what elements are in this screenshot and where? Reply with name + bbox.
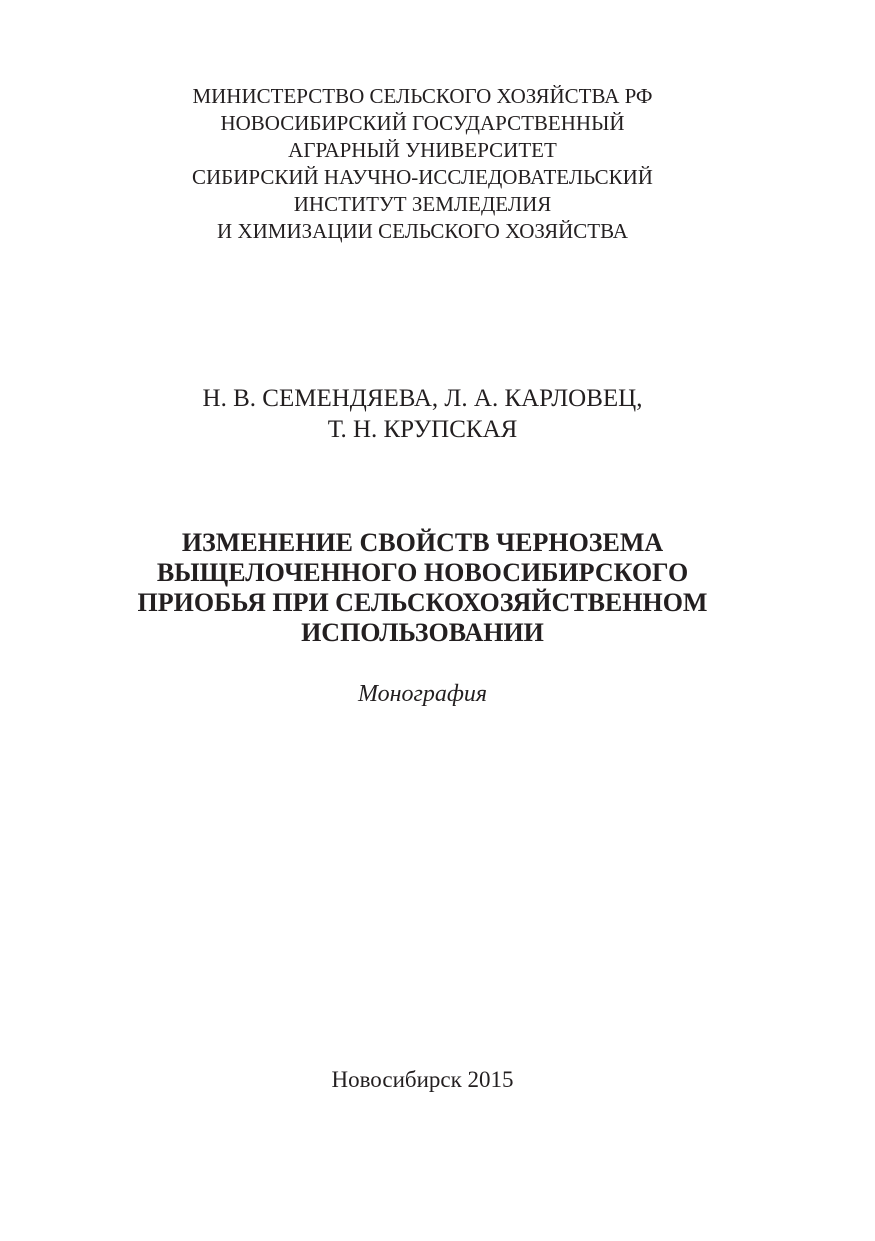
university-name-line-2: АГРАРНЫЙ УНИВЕРСИТЕТ bbox=[288, 138, 557, 162]
institute-name-line-3: И ХИМИЗАЦИИ СЕЛЬСКОГО ХОЗЯЙСТВА bbox=[217, 219, 628, 243]
book-genre: Монография bbox=[357, 681, 488, 707]
institutions-header bbox=[0, 83, 845, 245]
title-line-4: ИСПОЛЬЗОВАНИИ bbox=[301, 618, 544, 647]
authors-line-2: Т. Н. КРУПСКАЯ bbox=[327, 416, 518, 443]
institute-name-line-2: ИНСТИТУТ ЗЕМЛЕДЕЛИЯ bbox=[293, 192, 552, 216]
title-line-3: ПРИОБЬЯ ПРИ СЕЛЬСКОХОЗЯЙСТВЕННОМ bbox=[137, 588, 708, 617]
ministry-name: МИНИСТЕРСТВО СЕЛЬСКОГО ХОЗЯЙСТВА РФ bbox=[192, 84, 653, 108]
authors bbox=[0, 383, 845, 445]
book-title bbox=[0, 528, 845, 648]
institute-name-line-1: СИБИРСКИЙ НАУЧНО-ИССЛЕДОВАТЕЛЬСКИЙ bbox=[192, 165, 653, 189]
title-line-2: ВЫЩЕЛОЧЕННОГО НОВОСИБИРСКОГО bbox=[156, 558, 689, 587]
publication-place-year: Новосибирск 2015 bbox=[331, 1067, 514, 1092]
title-line-1: ИЗМЕНЕНИЕ СВОЙСТВ ЧЕРНОЗЕМА bbox=[181, 528, 664, 557]
university-name-line-1: НОВОСИБИРСКИЙ ГОСУДАРСТВЕННЫЙ bbox=[220, 111, 625, 135]
authors-line-1: Н. В. СЕМЕНДЯЕВА, Л. А. КАРЛОВЕЦ, bbox=[202, 385, 643, 412]
